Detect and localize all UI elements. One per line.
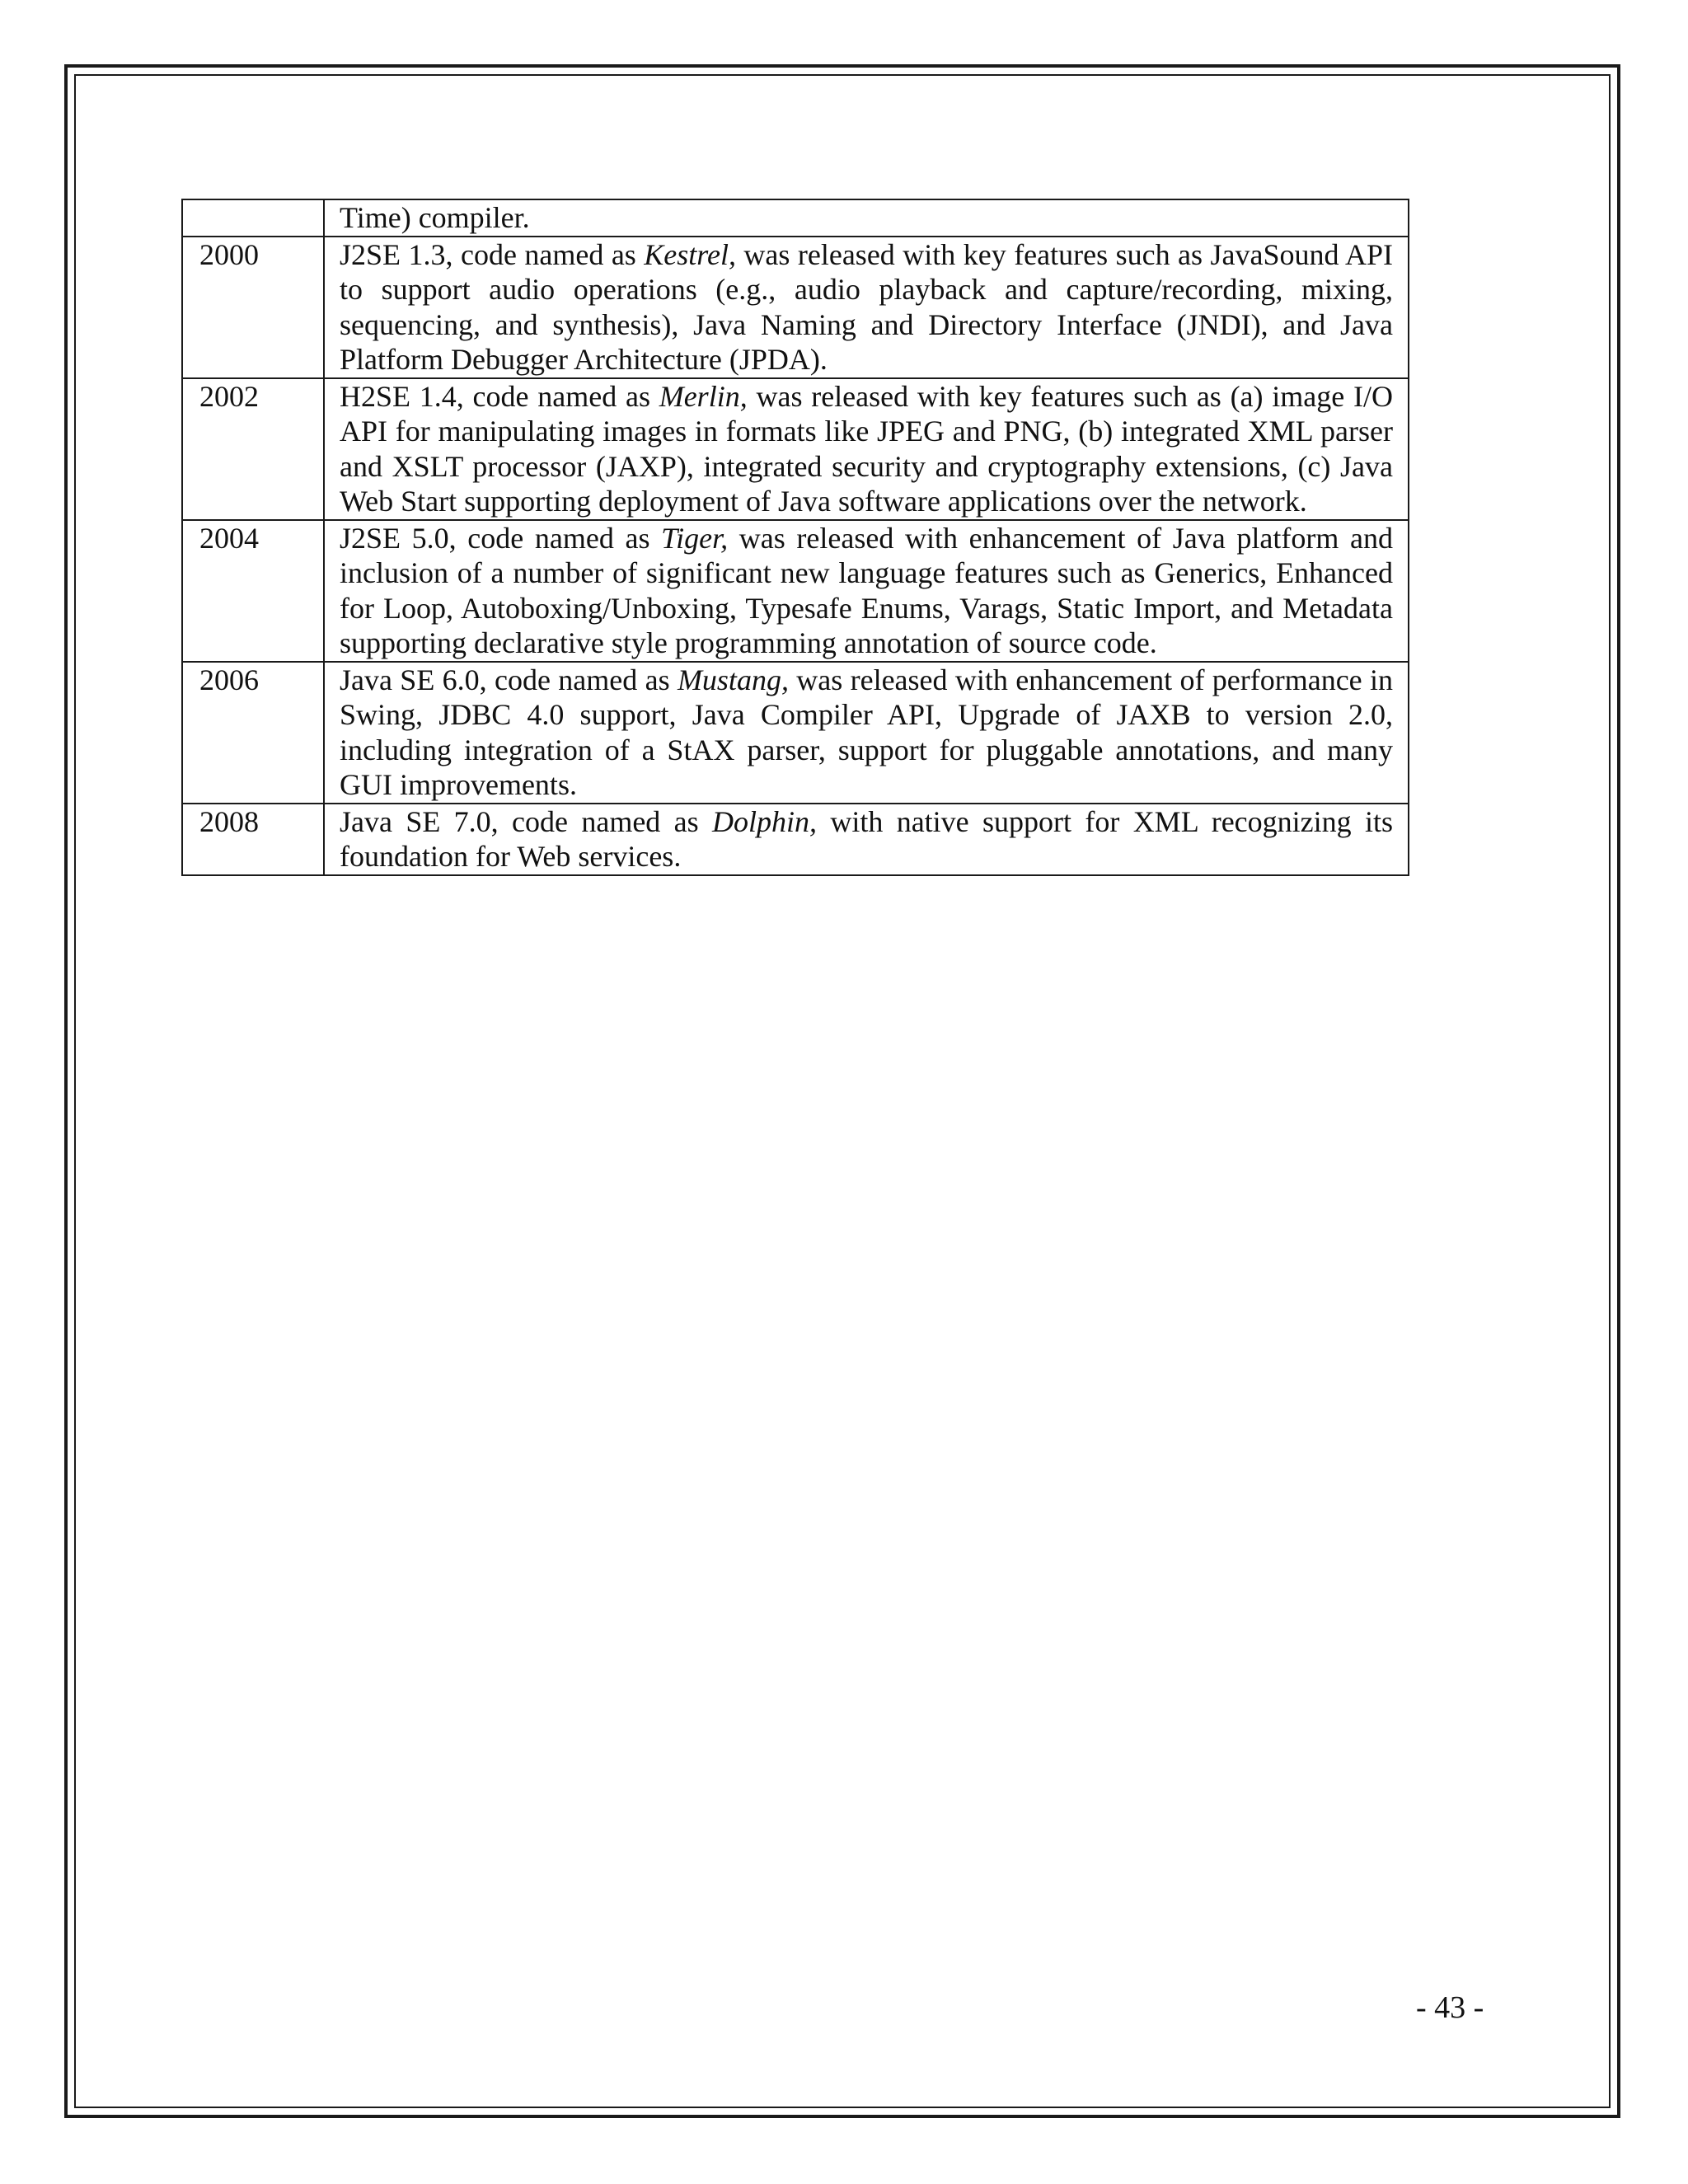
description-text: Java SE 7.0, code named as (340, 804, 712, 838)
table-row (182, 199, 1409, 237)
java-release-history-table (181, 199, 1409, 876)
description-text: was released with key features such as (a) image I/O API for manipulating images in formats like JPEG and PNG, (b) integrated XML parser and XSLT processor (JAXP), integrated security and cryptography extensions, (c) Java Web Start supporting deployment of Java software applications over the network. (340, 379, 1393, 518)
description-text: was released with enhancement of performance in Swing, JDBC 4.0 support, Java Compiler API, Upgrade of JAXB to version 2.0, including integration of a StAX parser, support for pluggable annotations, and many GUI improvements. (340, 663, 1393, 801)
code-name: Merlin, (659, 379, 748, 413)
code-name: Dolphin, (711, 804, 817, 838)
description-cell (324, 237, 1409, 378)
code-name: Kestrel, (644, 237, 736, 271)
description-cell (324, 804, 1409, 875)
description-cell (324, 378, 1409, 520)
code-name: Mustang, (677, 663, 789, 696)
table-row (182, 804, 1409, 875)
description-text: was released with enhancement of Java platform and inclusion of a number of significant new language features such as Generics, Enhanced for Loop, Autoboxing/Unboxing, Typesafe Enums, Varags, Static Import, and Metadata supporting declarative style programming annotation of source code. (340, 521, 1393, 659)
year-cell: 2000 (182, 237, 324, 378)
description-text: was released with key features such as JavaSound API to support audio operations (e.g., audio playback and capture/recording, mixing, sequencing, and synthesis), Java Naming and Directory Interface (JNDI), and Java Platform Debugger Architecture (JPDA). (340, 237, 1393, 376)
code-name: Tiger, (661, 521, 729, 555)
year-cell: 2002 (182, 378, 324, 520)
table-row (182, 237, 1409, 378)
year-cell (182, 199, 324, 237)
year-cell: 2006 (182, 662, 324, 804)
table-row (182, 520, 1409, 662)
description-cell (324, 199, 1409, 237)
year-cell: 2004 (182, 520, 324, 662)
table-row (182, 378, 1409, 520)
description-cell (324, 520, 1409, 662)
page-number: - 43 - (1416, 1990, 1484, 2025)
description-text: Time) compiler. (340, 201, 530, 234)
description-text: H2SE 1.4, code named as (340, 379, 659, 413)
description-text: with native support for XML recognizing its foundation for Web services. (340, 804, 1393, 873)
description-text: J2SE 5.0, code named as (340, 521, 662, 555)
description-text: Java SE 6.0, code named as (340, 663, 678, 696)
description-text: J2SE 1.3, code named as (340, 237, 645, 271)
table-row (182, 662, 1409, 804)
year-cell: 2008 (182, 804, 324, 875)
description-cell (324, 662, 1409, 804)
